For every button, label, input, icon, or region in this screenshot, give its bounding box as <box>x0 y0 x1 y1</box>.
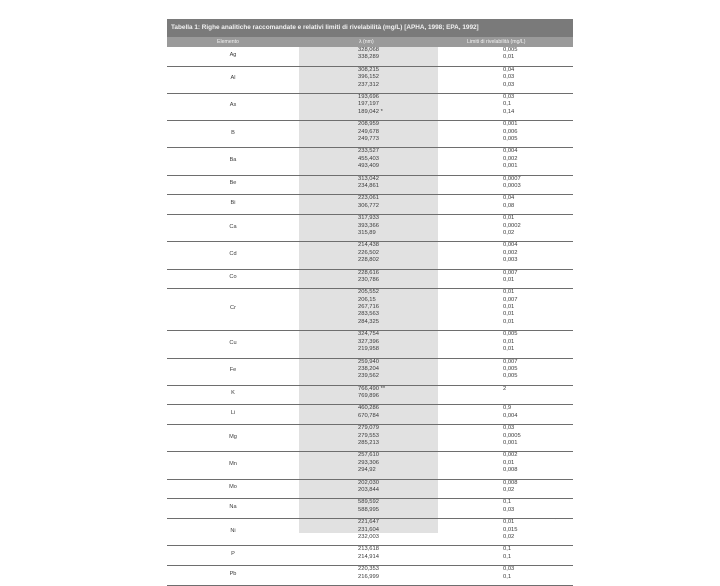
table-sheet <box>167 19 573 580</box>
wavelength-cell <box>358 94 383 116</box>
table-row-group <box>167 480 573 500</box>
wavelength-value: 328,068 <box>358 47 379 53</box>
wavelength-cell <box>358 47 379 62</box>
wavelength-value: 279,079 <box>358 425 379 432</box>
limit-value: 0,01 <box>503 311 515 318</box>
wavelength-value: 238,204 <box>358 365 379 372</box>
limit-cell <box>503 566 514 581</box>
wavelength-value: 208,959 <box>358 121 379 128</box>
limit-cell <box>503 47 518 62</box>
element-symbol: As <box>229 102 237 109</box>
wavelength-value: 249,678 <box>358 128 379 135</box>
limit-cell <box>503 519 518 541</box>
table-row-group <box>167 94 573 121</box>
limit-value: 0,02 <box>503 534 515 541</box>
limit-value: 0,01 <box>503 519 515 526</box>
wavelength-value: 393,366 <box>358 222 379 229</box>
element-symbol: Mo <box>229 484 237 491</box>
wavelength-cell <box>358 215 379 237</box>
limit-value: 0,003 <box>503 257 518 264</box>
limit-cell <box>503 67 514 89</box>
wavelength-cell <box>358 121 379 143</box>
table-row-group <box>167 176 573 196</box>
wavelength-value: 769,896 <box>358 393 379 400</box>
wavelength-value: 189,042 * <box>358 108 383 115</box>
wavelength-value: 203,844 <box>358 487 379 494</box>
wavelength-value: 588,995 <box>358 506 379 513</box>
limit-value: 0,14 <box>503 108 515 115</box>
limit-cell <box>503 242 518 264</box>
header-element: Elemento <box>217 39 239 45</box>
limit-value: 0,03 <box>503 506 515 513</box>
element-symbol: Mn <box>229 460 237 467</box>
header-wavelength: λ (nm) <box>359 39 374 45</box>
wavelength-value: 228,802 <box>358 257 379 264</box>
limit-cell <box>503 546 511 561</box>
element-symbol: Cu <box>229 339 237 346</box>
wavelength-cell <box>358 359 379 381</box>
limit-value: 0,001 <box>503 440 518 447</box>
wavelength-value: 293,306 <box>358 459 379 466</box>
limit-cell <box>503 359 518 381</box>
wavelength-value: 338,289 <box>358 54 379 61</box>
limit-value: 2 <box>503 385 507 392</box>
wavelength-value: 237,312 <box>358 81 379 88</box>
wavelength-value: 231,604 <box>358 526 379 533</box>
limit-value: 0,02 <box>503 229 515 236</box>
table-row-group <box>167 386 573 406</box>
limit-value: 0,002 <box>503 249 518 256</box>
limit-value: 0,0005 <box>503 432 521 439</box>
wavelength-value: 257,610 <box>358 452 379 459</box>
limit-value: 0,1 <box>503 573 512 580</box>
limit-value: 0,08 <box>503 202 515 209</box>
table-row-group <box>167 215 573 242</box>
element-symbol: Al <box>230 75 236 82</box>
wavelength-value: 315,89 <box>358 229 376 236</box>
limit-value: 0,005 <box>503 47 518 53</box>
wavelength-value: 317,933 <box>358 215 379 222</box>
table-row-group <box>167 331 573 358</box>
wavelength-value: 228,616 <box>358 269 379 276</box>
wavelength-value: 396,152 <box>358 74 379 81</box>
limit-value: 0,01 <box>503 318 515 325</box>
element-symbol: B <box>231 129 235 136</box>
table-body <box>167 47 573 586</box>
wavelength-value: 324,754 <box>358 331 379 338</box>
wavelength-cell <box>358 425 379 447</box>
wavelength-value: 589,592 <box>358 499 379 506</box>
limit-value: 0,007 <box>503 358 518 365</box>
wavelength-cell <box>358 67 379 89</box>
element-symbol: Pb <box>229 570 237 577</box>
table-row-group <box>167 566 573 586</box>
wavelength-value: 232,003 <box>358 534 379 541</box>
table-row-group <box>167 405 573 425</box>
limit-value: 0,9 <box>503 405 512 412</box>
limit-value: 0,004 <box>503 412 518 419</box>
wavelength-value: 294,92 <box>358 467 376 474</box>
wavelength-value: 206,15 <box>358 296 376 303</box>
element-symbol: P <box>231 551 235 558</box>
limit-cell <box>503 386 506 401</box>
wavelength-cell <box>358 405 379 420</box>
wavelength-value: 220,353 <box>358 566 379 573</box>
limit-value: 0,01 <box>503 459 515 466</box>
limit-cell <box>503 499 514 514</box>
table-row-group <box>167 452 573 479</box>
limit-value: 0,02 <box>503 487 515 494</box>
wavelength-value: 313,042 <box>358 175 379 182</box>
wavelength-value: 279,553 <box>358 432 379 439</box>
limit-value: 0,005 <box>503 331 518 338</box>
table-row-group <box>167 121 573 148</box>
limit-value: 0,1 <box>503 546 512 553</box>
table-row-group <box>167 425 573 452</box>
limit-value: 0,005 <box>503 365 518 372</box>
table-row-group <box>167 242 573 269</box>
wavelength-cell <box>358 519 379 541</box>
limit-cell <box>503 121 518 143</box>
limit-cell <box>503 195 514 210</box>
element-symbol: Ni <box>230 527 236 534</box>
wavelength-cell <box>358 289 379 326</box>
wavelength-cell <box>358 148 379 170</box>
limit-cell <box>503 331 518 353</box>
limit-value: 0,01 <box>503 54 515 61</box>
limit-cell <box>503 94 514 116</box>
element-symbol: Na <box>229 504 237 511</box>
wavelength-cell <box>358 176 379 191</box>
wavelength-value: 216,999 <box>358 573 379 580</box>
header-limit: Limiti di rivelabilità (mg/L) <box>467 39 526 45</box>
page-footer-mark: · <box>555 517 556 521</box>
limit-cell <box>503 148 518 170</box>
table-header-row <box>167 37 573 47</box>
wavelength-cell <box>358 331 379 353</box>
element-symbol: Cd <box>229 250 237 257</box>
limit-value: 0,1 <box>503 553 512 560</box>
element-symbol: Ca <box>229 223 237 230</box>
wavelength-cell <box>358 452 379 474</box>
wavelength-value: 239,562 <box>358 373 379 380</box>
table-row-group <box>167 47 573 67</box>
table-row-group <box>167 195 573 215</box>
wavelength-value: 670,784 <box>358 412 379 419</box>
wavelength-value: 214,914 <box>358 553 379 560</box>
limit-value: 0,008 <box>503 467 518 474</box>
table-row-group <box>167 270 573 290</box>
wavelength-cell <box>358 386 385 401</box>
element-symbol: Li <box>230 410 236 417</box>
limit-value: 0,007 <box>503 269 518 276</box>
wavelength-value: 223,061 <box>358 195 379 202</box>
wavelength-value: 306,772 <box>358 202 379 209</box>
limit-value: 0,0007 <box>503 175 521 182</box>
wavelength-cell <box>358 566 379 581</box>
limit-value: 0,03 <box>503 566 515 573</box>
limit-value: 0,001 <box>503 163 518 170</box>
wavelength-value: 193,696 <box>358 93 379 100</box>
limit-value: 0,005 <box>503 373 518 380</box>
limit-value: 0,01 <box>503 304 515 311</box>
limit-value: 0,0003 <box>503 182 521 189</box>
limit-value: 0,006 <box>503 128 518 135</box>
wavelength-value: 267,716 <box>358 304 379 311</box>
limit-value: 0,04 <box>503 66 515 73</box>
table-title: Tabella 1: Righe analitiche raccomandate e relativi limiti di rivelabilità (mg/L) [APHA, 1998; EPA, 1992] <box>167 19 573 37</box>
wavelength-value: 283,563 <box>358 311 379 318</box>
limit-value: 0,001 <box>503 121 518 128</box>
limit-value: 0,008 <box>503 479 518 486</box>
element-symbol: Bi <box>230 200 236 207</box>
wavelength-value: 460,286 <box>358 405 379 412</box>
wavelength-cell <box>358 546 379 561</box>
wavelength-value: 219,958 <box>358 346 379 353</box>
limit-value <box>503 393 506 400</box>
limit-cell <box>503 215 521 237</box>
limit-value: 0,01 <box>503 338 515 345</box>
element-symbol: Ag <box>229 51 237 58</box>
limit-cell <box>503 289 518 326</box>
wavelength-cell <box>358 480 379 495</box>
table-row-group <box>167 359 573 386</box>
wavelength-value: 233,527 <box>358 148 379 155</box>
wavelength-value: 766,490 ** <box>358 385 386 392</box>
wavelength-value: 234,861 <box>358 182 379 189</box>
wavelength-cell <box>358 499 379 514</box>
limit-value: 0,03 <box>503 74 515 81</box>
limit-cell <box>503 270 518 285</box>
limit-value: 0,01 <box>503 276 515 283</box>
element-symbol: K <box>231 390 235 397</box>
limit-value: 0,01 <box>503 346 515 353</box>
limit-cell <box>503 405 518 420</box>
wavelength-value: 308,215 <box>358 66 379 73</box>
wavelength-value: 221,647 <box>358 519 379 526</box>
table-row-group <box>167 67 573 94</box>
limit-value: 0,002 <box>503 155 518 162</box>
wavelength-value: 284,325 <box>358 318 379 325</box>
limit-value: 0,03 <box>503 93 515 100</box>
limit-value: 0,01 <box>503 289 515 296</box>
element-symbol: Mg <box>229 433 237 440</box>
wavelength-value: 285,213 <box>358 440 379 447</box>
limit-value: 0,015 <box>503 526 518 533</box>
wavelength-value: 230,786 <box>358 276 379 283</box>
element-symbol: Fe <box>229 366 237 373</box>
wavelength-value: 249,773 <box>358 135 379 142</box>
limit-cell <box>503 425 521 447</box>
limit-value: 0,0002 <box>503 222 521 229</box>
wavelength-value: 259,940 <box>358 358 379 365</box>
table-row-group <box>167 519 573 546</box>
limit-cell <box>503 452 518 474</box>
wavelength-value: 205,552 <box>358 289 379 296</box>
limit-value: 0,01 <box>503 215 515 222</box>
element-symbol: Ba <box>229 156 237 163</box>
wavelength-value: 493,409 <box>358 163 379 170</box>
wavelength-cell <box>358 270 379 285</box>
limit-value: 0,1 <box>503 101 512 108</box>
wavelength-value: 213,618 <box>358 546 379 553</box>
limit-value: 0,005 <box>503 135 518 142</box>
wavelength-value: 327,396 <box>358 338 379 345</box>
limit-value: 0,004 <box>503 242 518 249</box>
limit-value: 0,03 <box>503 425 515 432</box>
element-symbol: Cr <box>230 305 236 312</box>
wavelength-cell <box>358 195 379 210</box>
limit-value: 0,002 <box>503 452 518 459</box>
table-row-group <box>167 148 573 175</box>
wavelength-value: 197,197 <box>358 101 379 108</box>
limit-value: 0,04 <box>503 195 515 202</box>
limit-cell <box>503 176 521 191</box>
table-row-group <box>167 499 573 519</box>
limit-value: 0,007 <box>503 296 518 303</box>
wavelength-cell <box>358 242 379 264</box>
limit-value: 0,004 <box>503 148 518 155</box>
wavelength-value: 226,502 <box>358 249 379 256</box>
element-symbol: Co <box>229 274 237 281</box>
limit-cell <box>503 480 518 495</box>
table-row-group <box>167 289 573 331</box>
wavelength-value: 214,438 <box>358 242 379 249</box>
limit-value: 0,03 <box>503 81 515 88</box>
limit-value: 0,1 <box>503 499 512 506</box>
table-row-group <box>167 546 573 566</box>
wavelength-value: 455,403 <box>358 155 379 162</box>
wavelength-value: 202,030 <box>358 479 379 486</box>
element-symbol: Be <box>229 180 237 187</box>
